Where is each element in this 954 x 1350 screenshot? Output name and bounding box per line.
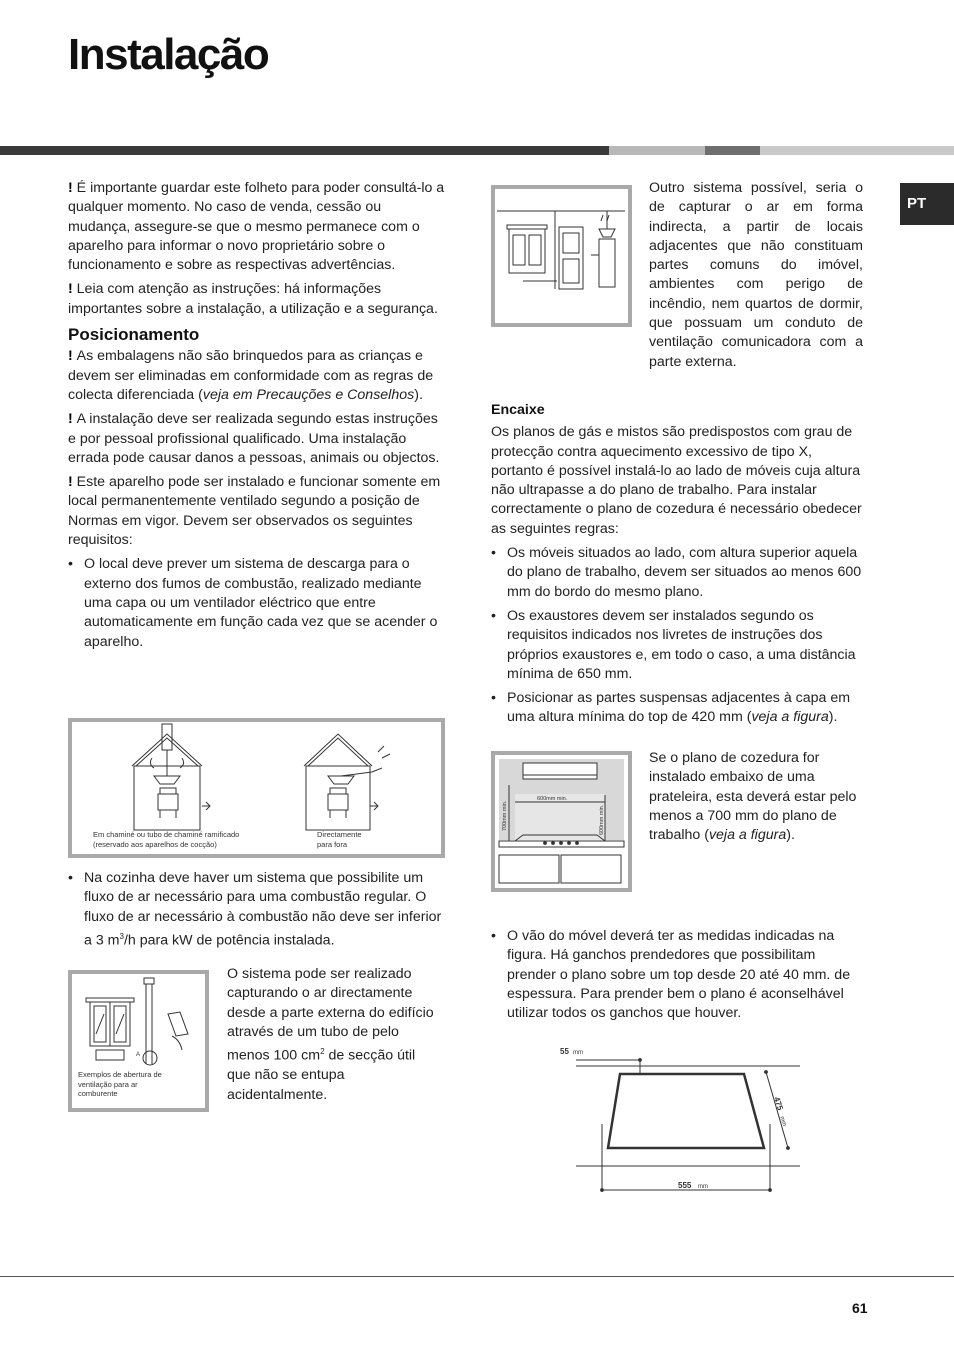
dim-55-unit: mm — [573, 1050, 583, 1056]
figure-caption-chimney: Em chaminé ou tubo de chaminé ramificado (reservado aos aparelhos de cocção) — [93, 830, 240, 849]
label-600mm-right: 600mm min. — [599, 804, 605, 835]
figure-cutout-dimensions — [540, 1040, 802, 1200]
label-a: A — [136, 1052, 141, 1058]
section-heading-encaixe: Encaixe — [491, 402, 545, 418]
airflow-list — [68, 869, 446, 951]
warning-mark: ! — [68, 411, 77, 428]
list-item: • Na cozinha deve haver um sistema que possibilite um fluxo de ar necessário para uma combustão regular. O fluxo de ar necessário à combustão não deve ser inferior a 3 $m^3/h$ para kW de potência instalada. — [68, 869, 446, 951]
figure-caption-ventilation: Exemplos de abertura de ventilação para ar comburente — [78, 1070, 162, 1098]
paragraph-qualified-install: ! A instalação deve ser realizada segundo estas instruções e por pessoal profissional qualificado. Uma instalação errada pode causar danos a pessoas, animais ou objectos. — [68, 411, 440, 466]
list-item: • Posicionar as partes suspensas adjacentes à capa em uma altura mínima do top de 420 mm (veja a figura). — [491, 689, 865, 728]
right-column-cutout — [491, 927, 865, 1028]
header-bar-dark — [0, 146, 609, 155]
dim-55: 55 — [560, 1047, 569, 1056]
figure-caption-direct: Directamente para fora — [317, 830, 362, 849]
dim-475-unit: mm — [778, 1115, 788, 1128]
section-heading-posicionamento: Posicionamento — [68, 325, 200, 345]
cutout-list — [491, 927, 865, 1023]
warning-mark: ! — [68, 474, 77, 491]
dim-555: 555 — [678, 1181, 692, 1190]
list-item: • Os exaustores devem ser instalados segundo os requisitos indicados nos livretes de instruções dos próprios exaustores e, em todo o caso, a uma distância mínima de 650 mm. — [491, 607, 865, 684]
language-tab: PT — [900, 183, 954, 225]
header-bar-light — [609, 146, 705, 155]
left-column-airflow — [68, 869, 446, 956]
page-number: 61 — [852, 1300, 868, 1316]
dim-475: 475 — [772, 1095, 785, 1112]
figure-ventilation-opening — [68, 970, 209, 1112]
indirect-air-diagram-svg — [495, 189, 628, 323]
footer-rule — [0, 1276, 954, 1277]
figure-exhaust-systems — [68, 718, 445, 858]
warning-mark: ! — [68, 281, 77, 298]
paragraph-direct-air: O sistema pode ser realizado capturando o ar directamente desde a parte externa do edifício através de um tubo de pelo menos 100 $cm^2$ de secção útil que não se entupa acidentalmente. — [227, 966, 434, 1103]
list-item: • Os móveis situados ao lado, com altura superior aquela do plano de trabalho, devem ser situados ao menos 600 mm do bordo do mesmo plano. — [491, 544, 865, 602]
list-item: • O local deve prever um sistema de descarga para o externo dos fumos de combustão, realizado mediante uma capa ou um ventilador eléctrico que entre automaticamente em função cada vez que se acender o aparelho. — [68, 555, 446, 651]
header-bar-mid — [705, 146, 760, 155]
warning-mark: ! — [68, 348, 77, 365]
figure-clearances — [491, 751, 632, 892]
paragraph-read-instructions: ! Leia com atenção as instruções: há informações importantes sobre a instalação, a utilização e a segurança. — [68, 281, 438, 317]
requirements-list — [68, 555, 446, 651]
paragraph-ventilated-room: ! Este aparelho pode ser instalado e funcionar somente em local permanentemente ventilado segundo a posição de Normas em vigor. Devem ser observados os seguintes requisitos: — [68, 474, 441, 549]
encaixe-rules-list — [491, 544, 865, 728]
page-title: Instalação — [68, 30, 269, 79]
paragraph-gas-planes: Os planos de gás e mistos são predispostos com grau de protecção contra aquecimento excessivo de tipo X, portanto é possível instalá-lo ao lado de móveis cuja altura não ultrapasse a do plano de trabalho. Para instalar correctamente o plano de cozedura é necessário obedecer as seguintes regras: — [491, 424, 862, 537]
left-column-top — [68, 179, 446, 657]
paragraph-indirect-air: Outro sistema possível, seria o de capturar o ar em forma indirecta, a partir de locais adjacentes que não constituam partes comuns do imóvel, ambientes com perigo de incêndio, nem quartos de dormir, que possuam um conduto de ventilação comunicadora com a parte externa. — [649, 180, 863, 370]
label-600mm-top: 600mm min. — [537, 796, 568, 802]
clearances-diagram-svg — [495, 755, 628, 888]
list-item: • O vão do móvel deverá ter as medidas indicadas na figura. Há ganchos prendedores que possibilitam prender o plano sobre um top desde 20 até 40 mm. de espessura. Para prender bem o plano é aconselhável utilizar todos os ganchos que houver. — [491, 927, 865, 1023]
paragraph-packaging: ! As embalagens não são brinquedos para as crianças e devem ser eliminadas em conformidade com as regras de colecta diferenciada (veja em Precauções e Conselhos). — [68, 348, 434, 403]
right-column-encaixe — [491, 401, 865, 733]
paragraph-shelf: Se o plano de cozedura for instalado embaixo de uma prateleira, esta deverá estar pelo menos a 700 mm do plano de trabalho (veja a figura). — [649, 750, 857, 844]
label-700mm-left: 700mm min. — [502, 800, 508, 831]
header-bar-pale — [760, 146, 954, 155]
warning-mark: ! — [68, 180, 77, 196]
paragraph-keep-booklet: ! É importante guardar este folheto para poder consultá-lo a qualquer momento. No caso de venda, cessão ou mudança, assegure-se que o mesmo permanece com o aparelho para informar o novo proprietário sobre o funcionamento e sobre as respectivas advertências. — [68, 180, 445, 274]
figure-indirect-air — [491, 185, 632, 327]
dim-555-unit: mm — [698, 1184, 708, 1190]
